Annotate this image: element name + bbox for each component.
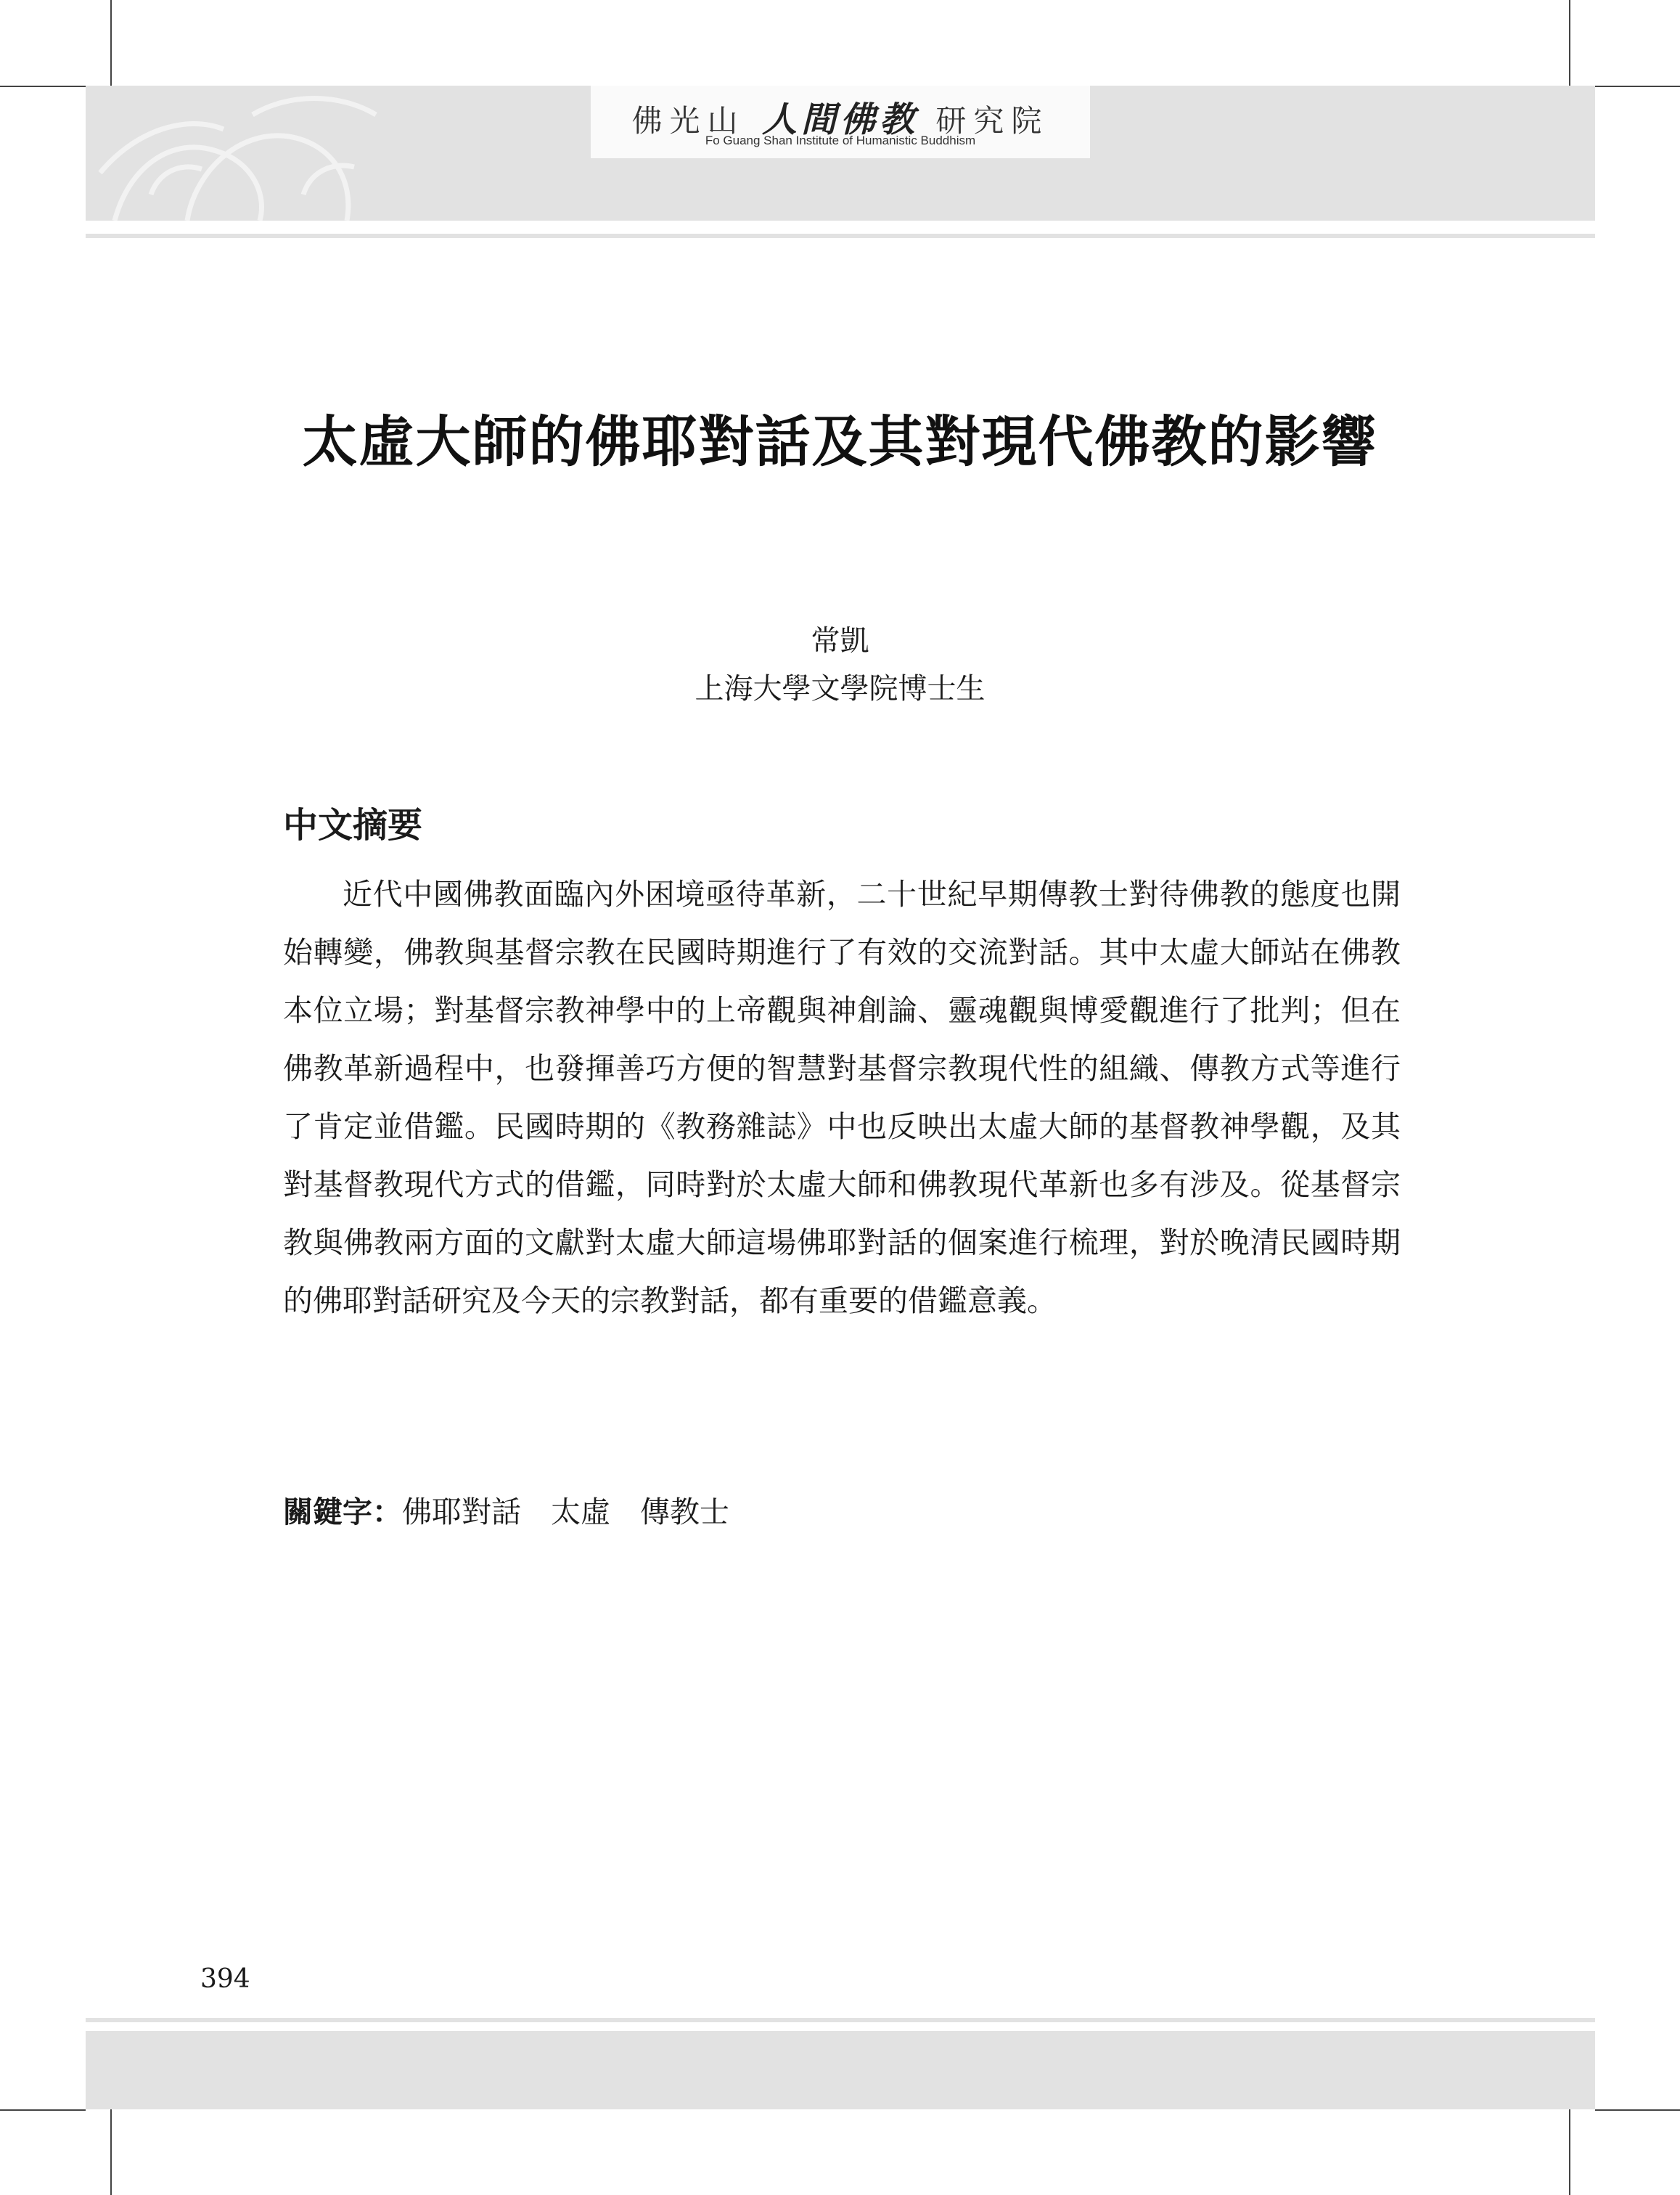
crop-mark (1595, 86, 1680, 87)
paper-title: 太虛大師的佛耶對話及其對現代佛教的影響 (302, 409, 1378, 474)
institute-name-en: Fo Guang Shan Institute of Humanistic Buddhism (705, 134, 976, 147)
abstract-body: 近代中國佛教面臨內外困境亟待革新，二十世紀早期傳教士對待佛教的態度也開始轉變，佛教與基督宗教在民國時期進行了有效的交流對話。其中太虛大師站在佛教本位立場；對基督宗教神學中的上帝觀與神創論、靈魂觀與博愛觀進行了批判；但在佛教革新過程中，也發揮善巧方便的智慧對基督宗教現代性的組織、傳教方式等進行了肯定並借鑑。民國時期的《教務雜誌》中也反映出太虛大師的基督教神學觀，及其對基督教現代方式的借鑑，同時對於太虛大師和佛教現代革新也多有涉及。從基督宗教與佛教兩方面的文獻對太虛大師這場佛耶對話的個案進行梳理，對於晚清民國時期的佛耶對話研究及今天的宗教對話，都有重要的借鑑意義。 (283, 877, 1401, 1318)
crop-mark (0, 2109, 86, 2111)
crop-mark (0, 86, 86, 87)
footer-rule (86, 2018, 1595, 2022)
lotus-ornament-icon (86, 86, 405, 221)
author-block (0, 617, 1680, 713)
institute-suffix: 研究院 (935, 103, 1049, 139)
crop-mark (1595, 2109, 1680, 2111)
author-affiliation: 上海大學文學院博士生 (694, 672, 986, 706)
page-number: 394 (200, 1964, 250, 1994)
abstract-heading: 中文摘要 (283, 805, 423, 846)
keyword: 佛耶對話 (402, 1495, 521, 1529)
keyword: 傳教士 (640, 1495, 729, 1529)
keyword: 太虛 (551, 1495, 610, 1529)
crop-mark (1569, 2109, 1570, 2195)
keywords-label: 關鍵字： (283, 1495, 402, 1529)
institute-brand: 人間佛教 (761, 99, 919, 140)
crop-mark (110, 2109, 112, 2195)
crop-mark (1569, 0, 1570, 86)
crop-mark (110, 0, 112, 86)
footer-band (86, 2031, 1595, 2109)
author-name: 常凱 (811, 624, 869, 658)
keywords-line (283, 1488, 729, 1531)
institute-prefix: 佛光山 (631, 103, 745, 139)
institute-logo (591, 86, 1090, 158)
header-rule (86, 234, 1595, 238)
